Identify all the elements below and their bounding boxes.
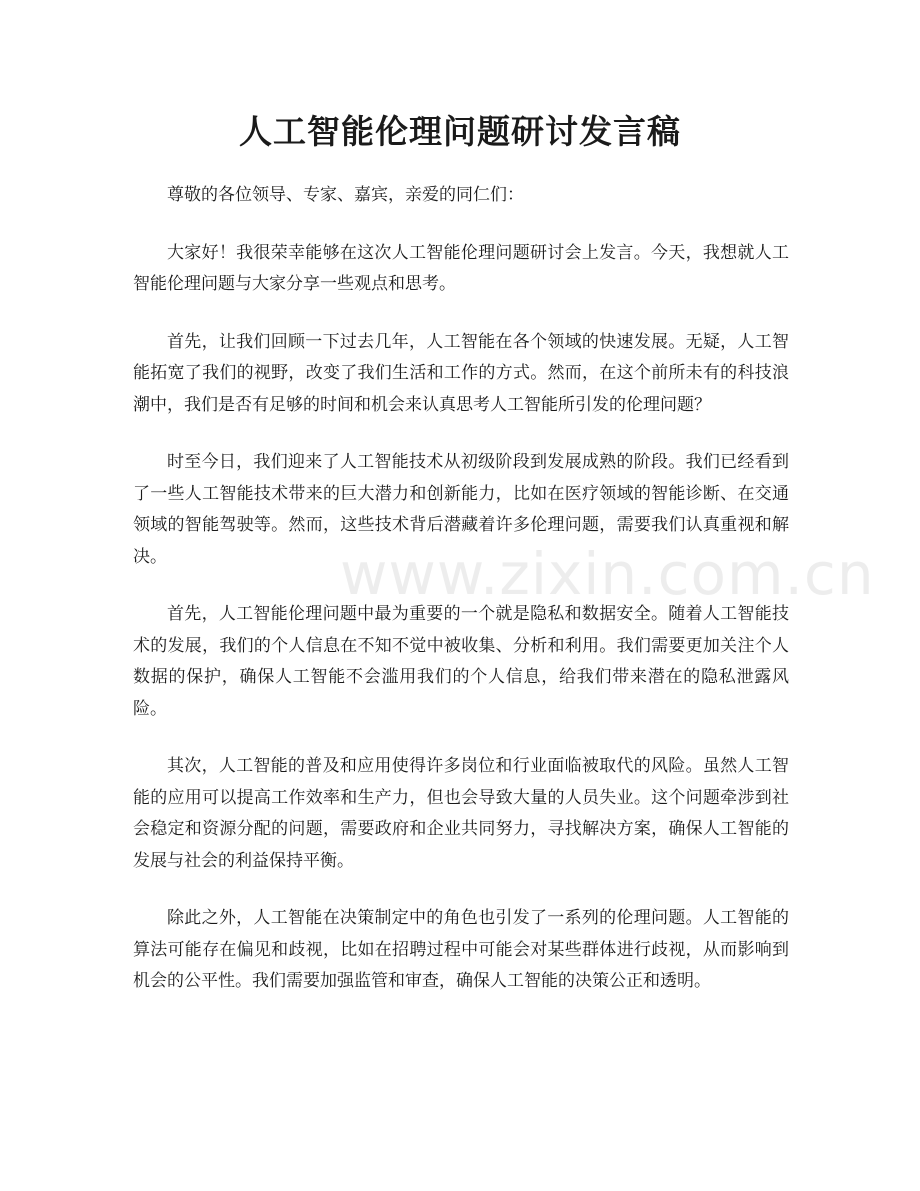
document-title: 人工智能伦理问题研讨发言稿 bbox=[239, 112, 681, 151]
body-paragraph: 除此之外，人工智能在决策制定中的角色也引发了一系列的伦理问题。人工智能的算法可能存在偏见和歧视，比如在招聘过程中可能会对某些群体进行歧视，从而影响到机会的公平性。我们需要加强监管和审查，确保人工智能的决策公正和透明。 bbox=[133, 908, 789, 991]
body-paragraph: 时至今日，我们迎来了人工智能技术从初级阶段到发展成熟的阶段。我们已经看到了一些人工智能技术带来的巨大潜力和创新能力，比如在医疗领域的智能诊断、在交通领域的智能驾驶等。然而，这些技术背后潜藏着许多伦理问题，需要我们认真重视和解决。 bbox=[133, 452, 789, 567]
watermark-text: www.zixin.com.cn bbox=[340, 540, 875, 608]
salutation-paragraph: 尊敬的各位领导、专家、嘉宾，亲爱的同仁们： bbox=[167, 185, 524, 205]
body-paragraph: 首先，让我们回顾一下过去几年，人工智能在各个领域的快速发展。无疑，人工智能拓宽了我们的视野，改变了我们生活和工作的方式。然而，在这个前所未有的科技浪潮中，我们是否有足够的时间和机会来认真思考人工智能所引发的伦理问题？ bbox=[133, 331, 789, 415]
body-paragraph: 大家好！我很荣幸能够在这次人工智能伦理问题研讨会上发言。今天，我想就人工智能伦理问题与大家分享一些观点和思考。 bbox=[133, 242, 789, 294]
body-paragraph: 首先，人工智能伦理问题中最为重要的一个就是隐私和数据安全。随着人工智能技术的发展，我们的个人信息在不知不觉中被收集、分析和利用。我们需要更加关注个人数据的保护，确保人工智能不会滥用我们的个人信息，给我们带来潜在的隐私泄露风险。 bbox=[133, 604, 789, 719]
document-body bbox=[133, 180, 789, 1024]
body-paragraph: 其次，人工智能的普及和应用使得许多岗位和行业面临被取代的风险。虽然人工智能的应用可以提高工作效率和生产力，但也会导致大量的人员失业。这个问题牵涉到社会稳定和资源分配的问题，需要政府和企业共同努力，寻找解决方案，确保人工智能的发展与社会的利益保持平衡。 bbox=[133, 756, 789, 871]
